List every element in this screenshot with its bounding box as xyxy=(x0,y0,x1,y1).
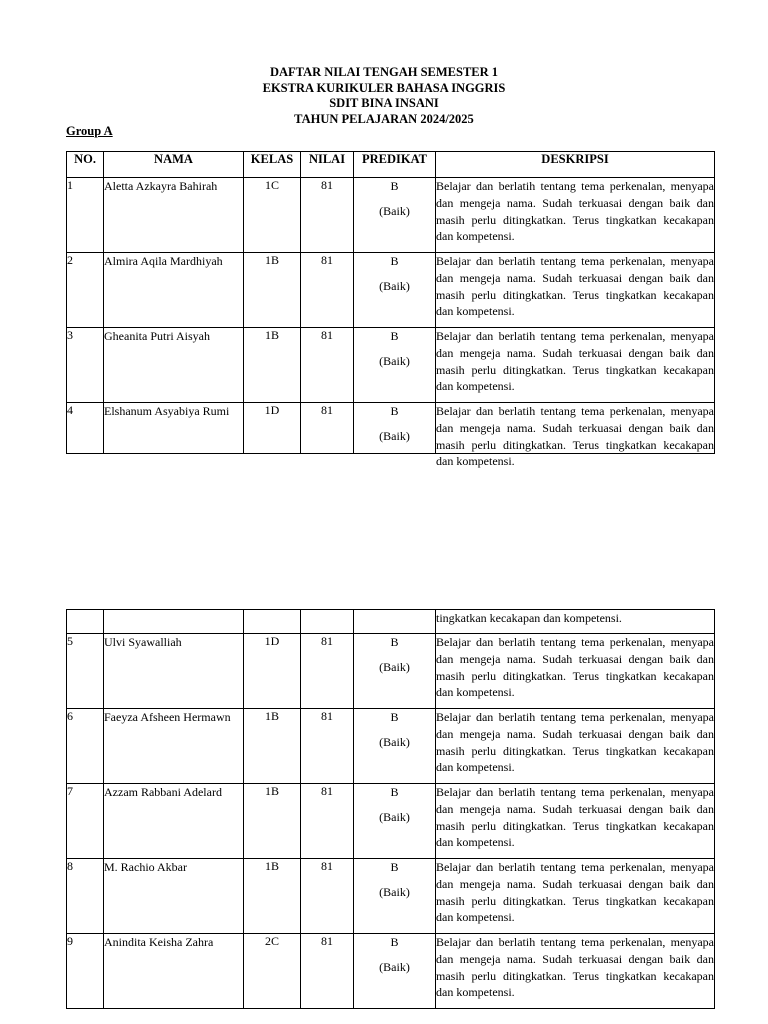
table-row xyxy=(67,178,715,253)
cell-kelas: 1B xyxy=(244,709,301,784)
predikat-grade: B xyxy=(390,635,399,649)
deskripsi-page-break-text: Belajar dan berlatih tentang tema perkenalan, menyapa dan mengeja nama. Sudah terkuasai dengan baik dan masih perlu ditingkatkan. Terus tingkatkan kecakapan dan kompetensi. xyxy=(436,404,714,469)
table-row xyxy=(67,934,715,1009)
cell-nilai-empty xyxy=(301,610,354,634)
header-nama: NAMA xyxy=(104,152,244,178)
cell-no: 9 xyxy=(67,934,104,1009)
header-no: NO. xyxy=(67,152,104,178)
cell-deskripsi: Belajar dan berlatih tentang tema perkenalan, menyapa dan mengeja nama. Sudah terkuasai dengan baik dan masih perlu ditingkatkan. Terus tingkatkan kecakapan dan kompetensi. xyxy=(436,253,715,328)
header-nilai: NILAI xyxy=(301,152,354,178)
predikat-label: (Baik) xyxy=(379,810,410,824)
cell-kelas: 1B xyxy=(244,859,301,934)
cell-nilai: 81 xyxy=(301,634,354,709)
group-label: Group A xyxy=(66,124,113,138)
cell-deskripsi: Belajar dan berlatih tentang tema perkenalan, menyapa dan mengeja nama. Sudah terkuasai dengan baik dan masih perlu ditingkatkan. Terus tingkatkan kecakapan dan kompetensi. xyxy=(436,178,715,253)
cell-predikat xyxy=(354,403,436,454)
title-line-3: SDIT BINA INSANI xyxy=(329,96,439,110)
table-row xyxy=(67,253,715,328)
cell-nilai: 81 xyxy=(301,328,354,403)
cell-no: 1 xyxy=(67,178,104,253)
cell-predikat xyxy=(354,709,436,784)
predikat-label: (Baik) xyxy=(379,960,410,974)
cell-deskripsi-continuation: tingkatkan kecakapan dan kompetensi. xyxy=(436,610,715,634)
table-row xyxy=(67,328,715,403)
cell-predikat xyxy=(354,934,436,1009)
grades-table-page-1 xyxy=(66,151,715,469)
cell-no: 2 xyxy=(67,253,104,328)
table-row xyxy=(67,784,715,859)
cell-nama: Anindita Keisha Zahra xyxy=(104,934,244,1009)
cell-kelas: 1B xyxy=(244,253,301,328)
predikat-grade: B xyxy=(390,710,399,724)
predikat-label: (Baik) xyxy=(379,354,410,368)
cell-predikat xyxy=(354,328,436,403)
predikat-label: (Baik) xyxy=(379,885,410,899)
predikat-grade: B xyxy=(390,785,399,799)
cell-no: 6 xyxy=(67,709,104,784)
table-row xyxy=(67,709,715,784)
cell-nama: Gheanita Putri Aisyah xyxy=(104,328,244,403)
cell-nilai: 81 xyxy=(301,253,354,328)
cell-predikat xyxy=(354,784,436,859)
cell-nama: Ulvi Syawalliah xyxy=(104,634,244,709)
cell-no: 5 xyxy=(67,634,104,709)
title-line-2: EKSTRA KURIKULER BAHASA INGGRIS xyxy=(262,80,506,95)
table-row-continuation xyxy=(67,610,715,634)
table-row xyxy=(67,403,715,454)
predikat-label: (Baik) xyxy=(379,429,410,443)
cell-predikat xyxy=(354,634,436,709)
cell-no: 4 xyxy=(67,403,104,454)
cell-kelas: 1D xyxy=(244,403,301,454)
predikat-grade: B xyxy=(390,179,399,193)
cell-predikat xyxy=(354,178,436,253)
cell-kelas: 1B xyxy=(244,328,301,403)
title-line-1: DAFTAR NILAI TENGAH SEMESTER 1 xyxy=(269,65,499,79)
cell-predikat xyxy=(354,859,436,934)
cell-nama: Faeyza Afsheen Hermawn xyxy=(104,709,244,784)
cell-kelas: 2C xyxy=(244,934,301,1009)
predikat-label: (Baik) xyxy=(379,204,410,218)
grades-table-page-2 xyxy=(66,609,715,1009)
header-kelas: KELAS xyxy=(244,152,301,178)
header-deskripsi: DESKRIPSI xyxy=(436,152,715,178)
cell-deskripsi: Belajar dan berlatih tentang tema perkenalan, menyapa dan mengeja nama. Sudah terkuasai dengan baik dan masih perlu ditingkatkan. Terus tingkatkan kecakapan dan kompetensi. xyxy=(436,709,715,784)
cell-nama: Azzam Rabbani Adelard xyxy=(104,784,244,859)
cell-nilai: 81 xyxy=(301,859,354,934)
cell-nilai: 81 xyxy=(301,178,354,253)
cell-nama: Almira Aqila Mardhiyah xyxy=(104,253,244,328)
cell-kelas-empty xyxy=(244,610,301,634)
table-row xyxy=(67,859,715,934)
cell-nama-empty xyxy=(104,610,244,634)
cell-deskripsi: Belajar dan berlatih tentang tema perkenalan, menyapa dan mengeja nama. Sudah terkuasai dengan baik dan masih perlu ditingkatkan. Terus tingkatkan kecakapan dan kompetensi. xyxy=(436,859,715,934)
cell-kelas: 1D xyxy=(244,634,301,709)
predikat-label: (Baik) xyxy=(379,660,410,674)
header-predikat: PREDIKAT xyxy=(354,152,436,178)
cell-deskripsi: Belajar dan berlatih tentang tema perkenalan, menyapa dan mengeja nama. Sudah terkuasai dengan baik dan masih perlu ditingkatkan. Terus tingkatkan kecakapan dan kompetensi. xyxy=(436,328,715,403)
cell-nama: M. Rachio Akbar xyxy=(104,859,244,934)
predikat-grade: B xyxy=(390,329,399,343)
cell-nama: Elshanum Asyabiya Rumi xyxy=(104,403,244,454)
cell-nilai: 81 xyxy=(301,709,354,784)
predikat-grade: B xyxy=(390,254,399,268)
table-row xyxy=(67,634,715,709)
predikat-grade: B xyxy=(390,404,399,418)
cell-no: 7 xyxy=(67,784,104,859)
predikat-label: (Baik) xyxy=(379,279,410,293)
cell-kelas: 1B xyxy=(244,784,301,859)
predikat-label: (Baik) xyxy=(379,735,410,749)
cell-deskripsi: Belajar dan berlatih tentang tema perkenalan, menyapa dan mengeja nama. Sudah terkuasai dengan baik dan masih perlu ditingkatkan. Terus tingkatkan kecakapan dan kompetensi. xyxy=(436,784,715,859)
cell-no-empty xyxy=(67,610,104,634)
cell-predikat xyxy=(354,253,436,328)
cell-nilai: 81 xyxy=(301,403,354,454)
predikat-grade: B xyxy=(390,860,399,874)
cell-nama: Aletta Azkayra Bahirah xyxy=(104,178,244,253)
cell-deskripsi: Belajar dan berlatih tentang tema perkenalan, menyapa dan mengeja nama. Sudah terkuasai dengan baik dan masih perlu ditingkatkan. Terus tingkatkan kecakapan dan kompetensi. xyxy=(436,934,715,1009)
cell-no: 3 xyxy=(67,328,104,403)
cell-nilai: 81 xyxy=(301,784,354,859)
cell-nilai: 81 xyxy=(301,934,354,1009)
cell-deskripsi: Belajar dan berlatih tentang tema perkenalan, menyapa dan mengeja nama. Sudah terkuasai dengan baik dan masih perlu ditingkatkan. Terus tingkatkan kecakapan dan kompetensi. xyxy=(436,634,715,709)
cell-kelas: 1C xyxy=(244,178,301,253)
cell-predikat-empty xyxy=(354,610,436,634)
table-header-row xyxy=(67,152,715,178)
title-line-4: TAHUN PELAJARAN 2024/2025 xyxy=(294,111,474,126)
document-title xyxy=(0,65,768,127)
predikat-grade: B xyxy=(390,935,399,949)
cell-deskripsi xyxy=(436,403,715,469)
cell-no: 8 xyxy=(67,859,104,934)
